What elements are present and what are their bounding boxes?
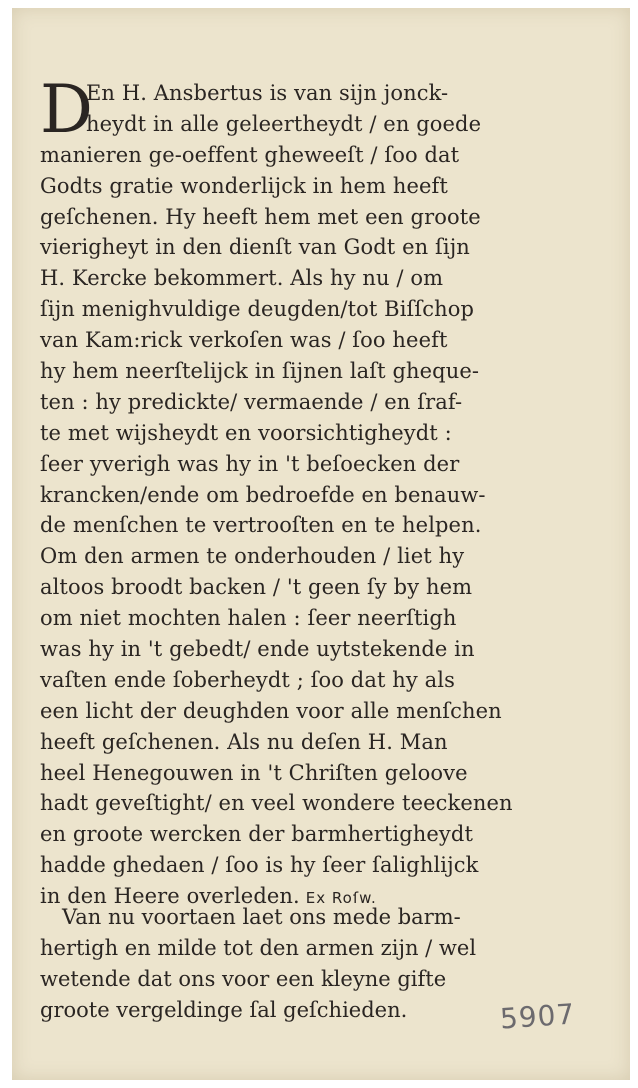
text-line: hadt geveſtight/ en veel wondere teeckenen <box>40 791 513 816</box>
closing-line: in den Heere overleden. <box>40 884 300 909</box>
text-line: krancken/ende om bedroefde en benauw- <box>40 482 486 507</box>
text-line: Godts gratie wonderlijck in hem heeft <box>40 173 448 198</box>
text-line: ten : hy predickte/ vermaende / en ſraf- <box>40 389 463 414</box>
text-line: van Kam:rick verkoſen was / ſoo heeft <box>40 328 448 353</box>
text-line: hy hem neerſtelijck in ſijnen laſt gheque- <box>40 359 480 384</box>
text-line: hertigh en milde tot den armen zijn / wel <box>40 935 477 960</box>
paragraph-main <box>40 71 580 912</box>
handwritten-number: 5907 <box>498 997 577 1036</box>
text-line: vaſten ende ſoberheydt ; ſoo dat hy als <box>40 667 455 692</box>
text-line: manieren ge-oeffent gheweeſt / ſoo dat <box>40 142 460 167</box>
text-line: wetende dat ons voor een kleyne gifte <box>40 966 447 991</box>
text-line: hadde ghedaen / ſoo is hy ſeer ſalighlijck <box>40 853 479 878</box>
text-line: was hy in 't gebedt/ ende uytstekende in <box>40 637 475 662</box>
text-line: te met wijsheydt en voorsichtigheydt : <box>40 420 452 445</box>
text-line: en groote wercken der barmhertigheydt <box>40 822 473 847</box>
text-line: ſijn menighvuldige deugden/tot Biſſchop <box>40 297 475 322</box>
drop-cap: D <box>40 71 93 148</box>
text-line: de menſchen te vertrooſten en te helpen. <box>40 513 482 538</box>
text-line: geſchenen. Hy heeft hem met een groote <box>40 204 481 229</box>
text-line: vierigheyt in den dienſt van Godt en ſijn <box>40 235 470 260</box>
text-line: Van nu voortaen laet ons mede barm- <box>62 905 461 929</box>
text-line: H. Kercke bekommert. Als hy nu / om <box>40 266 444 291</box>
text-line: Om den armen te onderhouden / liet hy <box>40 544 465 569</box>
text-line: om niet mochten halen : ſeer neerſtigh <box>40 606 457 631</box>
text-line: En H. Ansbertus is van sijn jonck- <box>86 81 449 105</box>
text-line: heydt in alle geleertheydt / en goede <box>86 111 482 136</box>
text-line: een licht der deughden voor alle menſchen <box>40 698 502 723</box>
text-line: ſeer yverigh was hy in 't beſoecken der <box>40 451 460 476</box>
source-citation: Ex Roſw. <box>305 889 377 908</box>
text-line: heeft geſchenen. Als nu deſen H. Man <box>40 729 448 754</box>
text-line: altoos broodt backen / 't geen ſy by hem <box>40 575 473 600</box>
text-line: groote vergeldinge ſal geſchieden. <box>40 997 408 1022</box>
text-line: heel Henegouwen in 't Chriſten geloove <box>40 760 468 785</box>
